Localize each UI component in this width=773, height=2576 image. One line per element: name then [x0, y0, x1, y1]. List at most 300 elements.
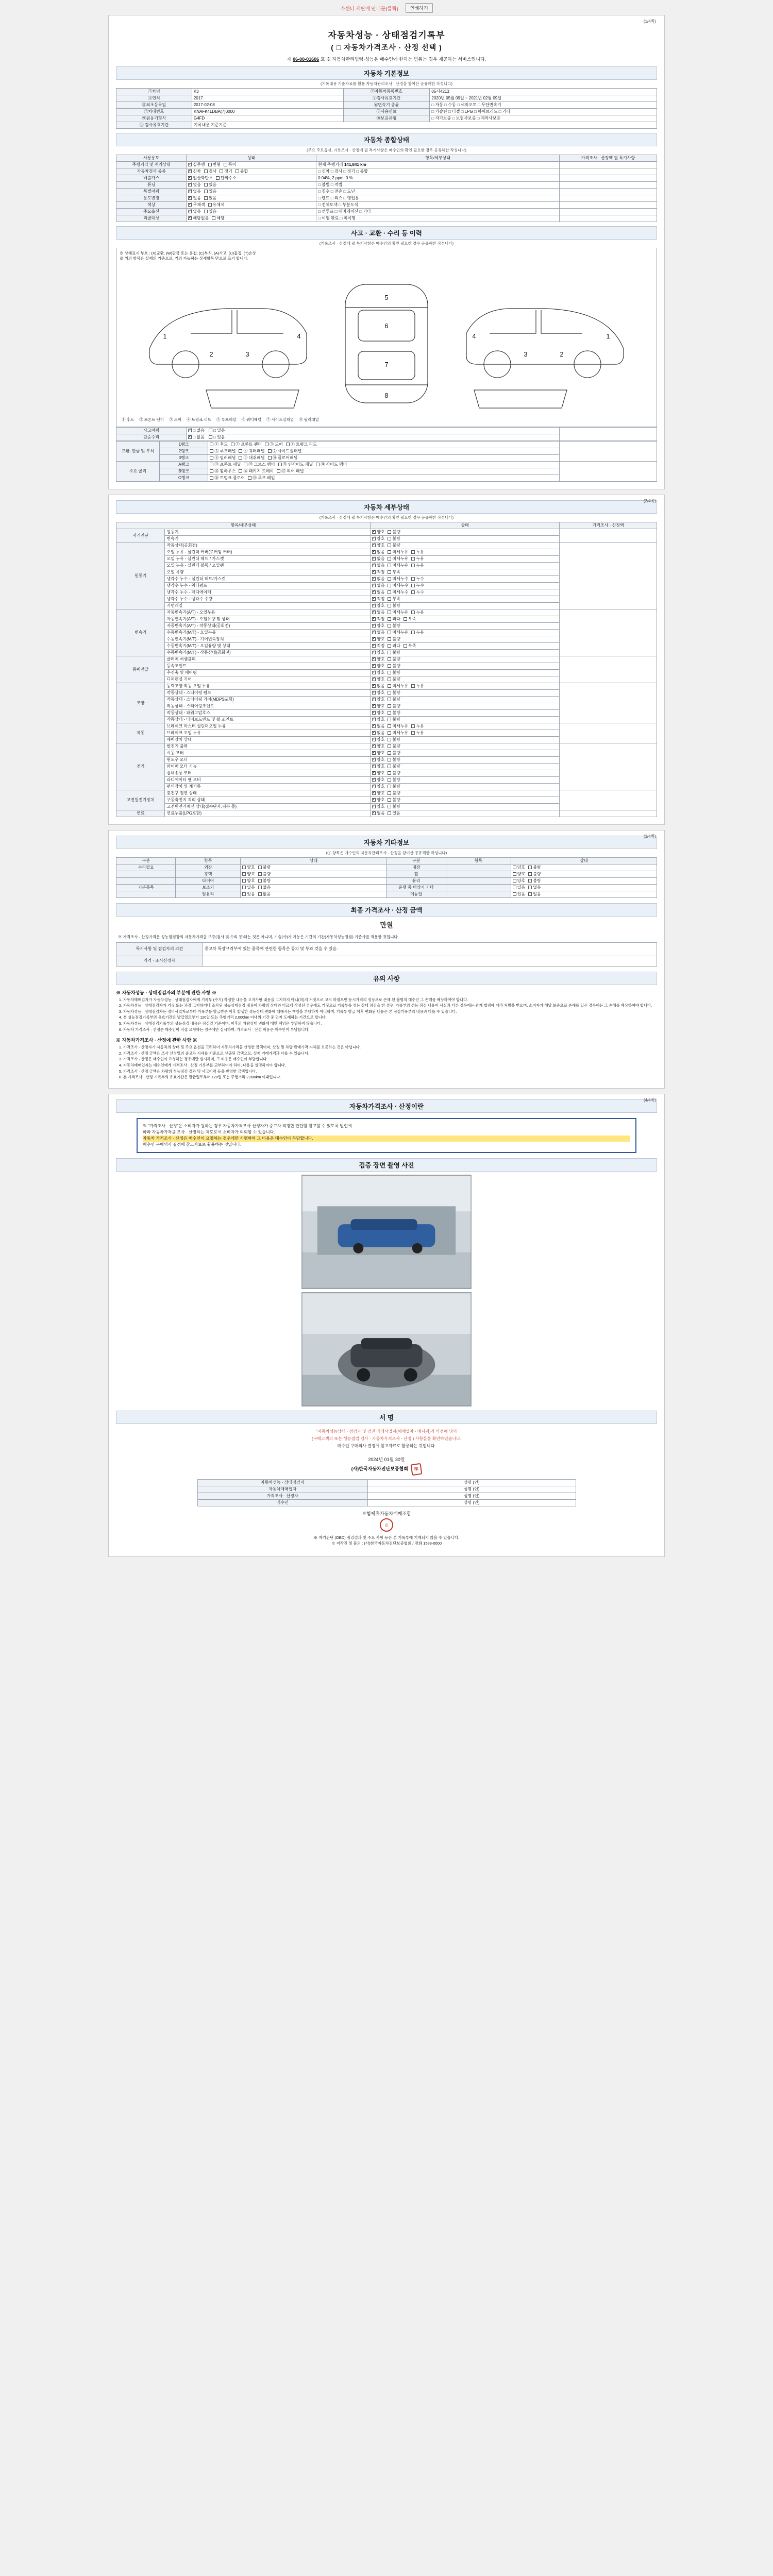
table-row	[116, 95, 657, 102]
detail-opts-1-1[interactable]	[371, 549, 560, 556]
row-3-val1: KNAFK4LDBA(7)0000	[192, 109, 343, 115]
detail-opts-3-3[interactable]	[371, 676, 560, 683]
frame-1-opt-0[interactable]	[210, 449, 236, 454]
detail-opts-8-0[interactable]	[371, 810, 560, 817]
row-0-val1: K3	[192, 89, 343, 95]
detail-5-1-opt-1[interactable]	[388, 731, 408, 736]
detail-1-8-opt-0[interactable]	[372, 597, 384, 602]
detail-3-0-opt-1[interactable]	[388, 657, 400, 662]
detail-4-0-opt-0[interactable]	[372, 684, 384, 689]
other-b-0-opt-0[interactable]	[513, 865, 525, 870]
detail-2-1-opt-1[interactable]	[388, 617, 400, 622]
frame-1-opt-2[interactable]	[268, 449, 302, 454]
footer-note-2: ※ 저작권 및 문의 : (사)한국자동차진단보증협회 / 전화 1588-0000	[331, 1540, 442, 1546]
detail-opts-4-5[interactable]	[371, 717, 560, 723]
frame-0-opt-1[interactable]	[231, 442, 262, 447]
page-4	[108, 1094, 665, 1557]
detail-1-3-opt-0[interactable]	[372, 563, 384, 568]
detail-1-8-opt-1[interactable]	[388, 597, 400, 602]
main-2-opt-0[interactable]	[210, 476, 245, 481]
detail-1-5-opt-0[interactable]	[372, 577, 384, 582]
detail-opts-0-1[interactable]	[371, 536, 560, 543]
overall-1-opt-2[interactable]	[220, 169, 232, 174]
detail-5-2-opt-0[interactable]	[372, 737, 384, 742]
detail-6-0-opt-0[interactable]	[372, 744, 384, 749]
basic-info-body	[116, 89, 657, 129]
notice-item-1-0: 1. 가격조사 · 산정자가 자동차의 상태 및 주요 옵션을 고려하여 자동차가격을 산정한 금액이며, 산정 및 차량 판매가격 자체를 보증하는 것은 아닙니다.	[123, 1045, 657, 1050]
detail-4-0-opt-1[interactable]	[388, 684, 408, 689]
detail-opts-7-2[interactable]	[371, 804, 560, 810]
detail-4-4-opt-1[interactable]	[388, 710, 400, 716]
overall-1-opt-0[interactable]	[188, 169, 200, 174]
other-a-1-opt-0[interactable]	[242, 872, 255, 877]
svg-text:4: 4	[472, 332, 476, 341]
detail-6-1-opt-1[interactable]	[388, 751, 400, 756]
detail-1-4-opt-1[interactable]	[388, 570, 400, 575]
sign-row-1-value[interactable]: 성명 (인)	[367, 1486, 576, 1493]
other-b-0-opt-1[interactable]	[528, 865, 541, 870]
other-opts1-3[interactable]	[241, 885, 386, 891]
checkbox-accident-yes[interactable]: □ 있음	[209, 428, 225, 433]
overall-3-opt-0[interactable]	[188, 182, 200, 188]
detail-8-0-opt-1[interactable]	[388, 811, 400, 816]
detail-memo-3	[560, 656, 657, 683]
detail-3-0-opt-0[interactable]	[372, 657, 384, 662]
detail-1-0-opt-1[interactable]	[388, 543, 400, 548]
detail-item-4-5: 작동상태 - 타이로드엔드 및 볼 조인트	[165, 717, 371, 723]
detail-1-3-opt-2[interactable]	[411, 563, 424, 568]
other-a-3-opt-1[interactable]	[258, 885, 271, 890]
detail-6-0-opt-1[interactable]	[388, 744, 400, 749]
other-key1-0: 외장	[176, 865, 241, 871]
frame-rank-2: 3랭크	[159, 455, 208, 462]
detail-6-4-opt-1[interactable]	[388, 771, 400, 776]
detail-4-2-opt-1[interactable]	[388, 697, 400, 702]
detail-4-1-opt-1[interactable]	[388, 690, 400, 696]
detail-opts-6-2[interactable]	[371, 757, 560, 764]
other-opts2-4[interactable]	[511, 891, 657, 898]
detail-0-0-opt-1[interactable]	[388, 530, 400, 535]
frame-2-opt-0[interactable]	[210, 455, 236, 461]
notice-link[interactable]: 카센터.재판매 안내문(클릭)	[340, 6, 398, 12]
notice-list-1	[123, 1045, 657, 1080]
overall-2-opt-1[interactable]	[216, 176, 237, 181]
overall-row-6-opts[interactable]	[187, 202, 316, 209]
overall-row-8-opts[interactable]	[187, 215, 316, 222]
detail-opts-2-4[interactable]	[371, 636, 560, 643]
detail-1-7-opt-1-label: 미세누수	[392, 590, 409, 595]
detail-opts-0-0[interactable]	[371, 529, 560, 536]
detail-opts-6-6[interactable]	[371, 784, 560, 790]
detail-3-2-opt-0[interactable]	[372, 670, 384, 675]
detail-2-0-opt-2[interactable]	[411, 610, 424, 615]
frame-0-opt-0[interactable]	[210, 442, 228, 447]
other-opts1-2[interactable]	[241, 878, 386, 885]
main-0-opt-1[interactable]	[244, 462, 275, 467]
detail-opts-2-3[interactable]	[371, 630, 560, 636]
detail-6-0-opt-1-label: 불량	[392, 744, 400, 749]
detail-opts-4-4[interactable]	[371, 710, 560, 717]
detail-7-1-opt-1[interactable]	[388, 798, 400, 803]
accident-memo	[560, 428, 657, 441]
detail-2-3-opt-0[interactable]	[372, 630, 384, 635]
detail-1-5-opt-1[interactable]	[388, 577, 408, 582]
detail-2-2-opt-0[interactable]	[372, 623, 384, 629]
overall-5-opt-0[interactable]	[188, 196, 200, 201]
overall-2-opt-0[interactable]	[188, 176, 213, 181]
other-a-0-opt-1[interactable]	[258, 865, 271, 870]
detail-1-7-opt-0[interactable]	[372, 590, 384, 595]
detail-1-7-opt-2[interactable]	[411, 590, 424, 595]
detail-item-2-0: 자동변속기(A/T) - 오일누유	[165, 609, 371, 616]
detail-2-6-opt-1[interactable]	[388, 650, 400, 655]
overall-row-5-memo	[560, 195, 657, 202]
main-items-2[interactable]	[208, 475, 560, 482]
overall-6-opt-1[interactable]	[208, 202, 225, 208]
detail-2-0-opt-1[interactable]	[388, 610, 408, 615]
detail-6-1-opt-0[interactable]	[372, 751, 384, 756]
overall-row-0-label: 주행거리 및 계기상태	[116, 162, 187, 168]
sign-row-2-value[interactable]: 성명 (인)	[367, 1493, 576, 1500]
main-0-opt-2[interactable]	[278, 462, 313, 467]
main-items-1[interactable]	[208, 468, 560, 475]
detail-1-5-opt-2[interactable]	[411, 577, 424, 582]
other-a-2-opt-1-label: 불량	[262, 878, 271, 884]
overall-row-4-opts[interactable]	[187, 189, 316, 195]
detail-opts-4-1[interactable]	[371, 690, 560, 697]
detail-4-3-opt-1[interactable]	[388, 704, 400, 709]
detail-1-1-opt-2[interactable]	[411, 550, 424, 555]
other-opts1-0[interactable]	[241, 865, 386, 871]
detail-0-0-opt-0[interactable]	[372, 530, 384, 535]
detail-1-2-opt-1[interactable]	[388, 556, 408, 562]
detail-5-2-opt-1[interactable]	[388, 737, 400, 742]
detail-7-0-opt-1[interactable]	[388, 791, 400, 796]
detail-5-0-opt-2[interactable]	[411, 724, 424, 729]
detail-2-2-opt-1[interactable]	[388, 623, 400, 629]
detail-4-0-opt-2[interactable]	[411, 684, 424, 689]
table-row	[116, 162, 657, 168]
main-1-opt-1[interactable]	[239, 469, 274, 474]
detail-6-5-opt-1[interactable]	[388, 777, 400, 783]
detail-opts-1-8[interactable]	[371, 596, 560, 603]
detail-5-1-opt-2[interactable]	[411, 731, 424, 736]
detail-2-6-opt-0[interactable]	[372, 650, 384, 655]
detail-6-5-opt-0[interactable]	[372, 777, 384, 783]
detail-item-3-1: 등속조인트	[165, 663, 371, 670]
detail-2-4-opt-0[interactable]	[372, 637, 384, 642]
detail-6-4-opt-0[interactable]	[372, 771, 384, 776]
detail-opts-2-1[interactable]	[371, 616, 560, 623]
detail-2-1-opt-2[interactable]	[404, 617, 416, 622]
detail-1-6-opt-0[interactable]	[372, 583, 384, 588]
detail-opts-2-6[interactable]	[371, 650, 560, 656]
detail-opts-3-1[interactable]	[371, 663, 560, 670]
detail-opts-1-0[interactable]	[371, 543, 560, 549]
overall-5-opt-0-label: 없음	[193, 196, 201, 200]
detail-opts-7-0[interactable]	[371, 790, 560, 797]
frame-0-opt-2[interactable]	[265, 442, 283, 447]
other-a-3-opt-0[interactable]	[242, 885, 255, 890]
detail-2-5-opt-1-label: 과다	[392, 643, 400, 649]
other-a-4-opt-0[interactable]	[242, 892, 255, 897]
detail-opts-1-5[interactable]	[371, 576, 560, 583]
other-b-3-opt-0[interactable]	[513, 885, 525, 890]
detail-4-5-opt-0[interactable]	[372, 717, 384, 722]
frame-2-opt-1[interactable]	[239, 455, 264, 461]
other-opts2-0[interactable]	[511, 865, 657, 871]
main-2-opt-1[interactable]	[248, 476, 275, 481]
detail-3-1-opt-0[interactable]	[372, 664, 384, 669]
detail-2-1-opt-2-label: 부족	[408, 617, 416, 622]
overall-1-opt-3[interactable]	[236, 169, 248, 174]
other-a-1-opt-1-label: 불량	[262, 872, 271, 877]
other-b-4-opt-1[interactable]	[528, 892, 541, 897]
detail-8-0-opt-0-label: 없음	[377, 811, 385, 816]
detail-5-0-opt-0[interactable]	[372, 724, 384, 729]
detail-6-5-opt-1-label: 불량	[392, 777, 400, 783]
other-col-0: 구분	[116, 858, 176, 865]
overall-4-opt-0[interactable]	[188, 189, 200, 194]
overall-8-opt-1[interactable]	[212, 216, 224, 221]
detail-3-0-opt-0-label: 양호	[377, 657, 385, 662]
detail-1-4-opt-0-label: 적정	[377, 570, 385, 575]
overall-8-opt-0[interactable]	[188, 216, 209, 221]
detail-6-3-opt-1-label: 불량	[392, 764, 400, 769]
frame-items-1[interactable]	[208, 448, 560, 455]
detail-opts-1-9[interactable]	[371, 603, 560, 609]
detail-1-2-opt-0[interactable]	[372, 556, 384, 562]
overall-2-opt-0-label: 일산화탄소	[193, 176, 213, 180]
detail-5-2-opt-0-label: 양호	[377, 737, 385, 742]
detail-1-3-opt-1[interactable]	[388, 563, 408, 568]
detail-opts-6-5[interactable]	[371, 777, 560, 784]
overall-row-8-label: 리콜대상	[116, 215, 187, 222]
detail-opts-1-3[interactable]	[371, 563, 560, 569]
overall-row-2-opts[interactable]	[187, 175, 316, 182]
overall-row-1-opts[interactable]	[187, 168, 316, 175]
detail-1-9-opt-0[interactable]	[372, 603, 384, 608]
other-opts2-2[interactable]	[511, 878, 657, 885]
row-2-key1: ⑤최초등록일	[116, 102, 192, 109]
detail-item-1-7: 냉각수 누수 - 라디에이터	[165, 589, 371, 596]
table-row	[197, 1493, 576, 1500]
other-b-1-opt-1-label: 불량	[533, 872, 541, 877]
detail-1-6-opt-1[interactable]	[388, 583, 408, 588]
detail-2-4-opt-1[interactable]	[388, 637, 400, 642]
overall-row-5-opts[interactable]	[187, 195, 316, 202]
overall-1-opt-1-label: 검사	[208, 169, 217, 174]
detail-opts-2-5[interactable]	[371, 643, 560, 650]
detail-0-1-opt-0[interactable]	[372, 536, 384, 541]
detail-opts-1-6[interactable]	[371, 583, 560, 589]
main-0-opt-3[interactable]	[316, 462, 347, 467]
main-1-opt-0[interactable]	[210, 469, 236, 474]
detail-1-0-opt-0[interactable]	[372, 543, 384, 548]
detail-1-4-opt-0[interactable]	[372, 570, 384, 575]
detail-1-7-opt-1[interactable]	[388, 590, 408, 595]
main-0-opt-0[interactable]	[210, 462, 241, 467]
detail-5-0-opt-1[interactable]	[388, 724, 408, 729]
frame-0-opt-3[interactable]	[286, 442, 317, 447]
main-items-0[interactable]	[208, 462, 560, 468]
detail-5-1-opt-0-label: 없음	[377, 731, 385, 736]
detail-opts-6-4[interactable]	[371, 770, 560, 777]
detail-1-2-opt-2[interactable]	[411, 556, 424, 562]
detail-6-6-opt-0[interactable]	[372, 784, 384, 789]
other-key2b-0	[446, 865, 511, 871]
overall-7-opt-1[interactable]	[204, 209, 216, 214]
photo-2-graphic	[302, 1293, 471, 1406]
detail-6-3-opt-0[interactable]	[372, 764, 384, 769]
detail-group-4-label: 조향	[116, 683, 165, 723]
detail-6-3-opt-1[interactable]	[388, 764, 400, 769]
overall-row-0-opts[interactable]	[187, 162, 316, 168]
detail-opts-3-0[interactable]	[371, 656, 560, 663]
detail-1-1-opt-1[interactable]	[388, 550, 408, 555]
table-row	[116, 885, 657, 891]
detail-opts-6-0[interactable]	[371, 743, 560, 750]
price-section-title: 최종 가격조사 · 산정 금액	[116, 903, 657, 917]
detail-7-1-opt-0[interactable]	[372, 798, 384, 803]
detail-0-1-opt-1[interactable]	[388, 536, 400, 541]
overall-5-opt-1[interactable]	[204, 196, 216, 201]
detail-3-1-opt-1[interactable]	[388, 664, 400, 669]
other-a-1-opt-1[interactable]	[258, 872, 271, 877]
other-opts1-4[interactable]	[241, 891, 386, 898]
other-b-3-opt-1-label: 없음	[533, 885, 541, 890]
other-b-2-opt-1[interactable]	[528, 878, 541, 884]
detail-2-3-opt-2[interactable]	[411, 630, 424, 635]
detail-5-0-opt-0-label: 없음	[377, 724, 385, 729]
detail-3-3-opt-1[interactable]	[388, 677, 400, 682]
detail-3-2-opt-1[interactable]	[388, 670, 400, 675]
overall-0-opt-1[interactable]	[208, 162, 221, 167]
detail-item-2-2: 자동변속기(A/T) - 작동상태(공회전)	[165, 623, 371, 630]
other-col-3: 구분	[386, 858, 446, 865]
other-b-4-opt-0[interactable]	[513, 892, 525, 897]
overall-8-opt-1-label: 해당	[216, 216, 225, 221]
frame-2-opt-2[interactable]	[268, 455, 298, 461]
detail-1-1-opt-0[interactable]	[372, 550, 384, 555]
detail-2-1-opt-0[interactable]	[372, 617, 384, 622]
sign-row-3-value[interactable]: 성명 (인)	[367, 1500, 576, 1506]
overall-row-4-detail: □ 침수 □ 전손 □ 도난	[316, 189, 560, 195]
detail-5-2-opt-1-label: 불량	[392, 737, 400, 742]
detail-2-5-opt-0[interactable]	[372, 643, 384, 649]
other-b-1-opt-0[interactable]	[513, 872, 525, 877]
detail-4-2-opt-0[interactable]	[372, 697, 384, 702]
detail-opts-7-1[interactable]	[371, 797, 560, 804]
detail-4-3-opt-0[interactable]	[372, 704, 384, 709]
frame-items-0[interactable]	[208, 442, 560, 448]
overall-0-opt-2[interactable]	[224, 162, 236, 167]
other-b-1-opt-1[interactable]	[528, 872, 541, 877]
detail-opts-1-7[interactable]	[371, 589, 560, 596]
sign-row-0-value[interactable]: 성명 (인)	[367, 1480, 576, 1486]
accident-row-0-opts[interactable]	[187, 428, 560, 434]
frame-1-opt-1[interactable]	[239, 449, 264, 454]
detail-7-2-opt-1[interactable]	[388, 804, 400, 809]
page-2	[108, 495, 665, 825]
detail-3-3-opt-0[interactable]	[372, 677, 384, 682]
detail-2-5-opt-1[interactable]	[388, 643, 400, 649]
detail-opts-6-3[interactable]	[371, 764, 560, 770]
checkbox-repair-yes[interactable]: □ 있음	[209, 435, 225, 440]
frame-items-2[interactable]	[208, 455, 560, 462]
other-a-4-opt-1[interactable]	[258, 892, 271, 897]
detail-2-3-opt-1[interactable]	[388, 630, 408, 635]
detail-item-5-1: 브레이크 오일 누유	[165, 730, 371, 737]
detail-1-9-opt-1[interactable]	[388, 603, 400, 608]
detail-opts-5-2[interactable]	[371, 737, 560, 743]
accident-row-1-opts[interactable]	[187, 434, 560, 441]
print-button[interactable]: 인쇄하기	[406, 3, 433, 13]
detail-5-1-opt-0[interactable]	[372, 731, 384, 736]
detail-opts-4-2[interactable]	[371, 697, 560, 703]
other-body	[116, 865, 657, 898]
detail-opts-5-0[interactable]	[371, 723, 560, 730]
overall-row-3-opts[interactable]	[187, 182, 316, 189]
checkbox-accident-none[interactable]: ✓ □ 없음	[188, 428, 205, 433]
detail-4-5-opt-1[interactable]	[388, 717, 400, 722]
overall-7-opt-0[interactable]	[188, 209, 200, 214]
detail-4-1-opt-0[interactable]	[372, 690, 384, 696]
overall-3-opt-1[interactable]	[204, 182, 216, 188]
overall-6-opt-0[interactable]	[188, 202, 205, 208]
detail-6-6-opt-1[interactable]	[388, 784, 400, 789]
overall-row-5-detail: □ 렌트 □ 리스 □ 영업용	[316, 195, 560, 202]
other-b-3-opt-1[interactable]	[528, 885, 541, 890]
detail-7-2-opt-0[interactable]	[372, 804, 384, 809]
other-opts1-1[interactable]	[241, 871, 386, 878]
overall-0-opt-0[interactable]	[188, 162, 205, 167]
checkbox-repair-none[interactable]: ✓ □ 없음	[188, 435, 205, 440]
detail-2-0-opt-0[interactable]	[372, 610, 384, 615]
other-a-2-opt-0[interactable]	[242, 878, 255, 884]
detail-opts-1-2[interactable]	[371, 556, 560, 563]
detail-8-0-opt-0[interactable]	[372, 811, 384, 816]
other-opts2-3[interactable]	[511, 885, 657, 891]
detail-opts-5-1[interactable]	[371, 730, 560, 737]
detail-1-6-opt-2[interactable]	[411, 583, 424, 588]
detail-6-2-opt-1[interactable]	[388, 757, 400, 762]
detail-opts-6-1[interactable]	[371, 750, 560, 757]
detail-4-4-opt-0[interactable]	[372, 710, 384, 716]
detail-opts-1-4[interactable]	[371, 569, 560, 576]
overall-4-opt-1[interactable]	[204, 189, 216, 194]
other-a-2-opt-1[interactable]	[258, 878, 271, 884]
main-1-opt-2[interactable]	[277, 469, 304, 474]
detail-opts-4-3[interactable]	[371, 703, 560, 710]
detail-1-8-opt-1-label: 부족	[392, 597, 400, 602]
other-b-2-opt-0[interactable]	[513, 878, 525, 884]
detail-opts-3-2[interactable]	[371, 670, 560, 676]
detail-2-5-opt-2[interactable]	[404, 643, 416, 649]
overall-1-opt-1[interactable]	[204, 169, 216, 174]
detail-4-4-opt-0-label: 양호	[377, 710, 385, 716]
other-a-0-opt-0[interactable]	[242, 865, 255, 870]
detail-opts-2-0[interactable]	[371, 609, 560, 616]
detail-opts-2-2[interactable]	[371, 623, 560, 630]
detail-2-4-opt-1-label: 불량	[392, 637, 400, 642]
overall-row-7-opts[interactable]	[187, 209, 316, 215]
other-opts2-1[interactable]	[511, 871, 657, 878]
detail-opts-4-0[interactable]	[371, 683, 560, 690]
detail-7-0-opt-0[interactable]	[372, 791, 384, 796]
detail-6-2-opt-0[interactable]	[372, 757, 384, 762]
svg-text:2: 2	[209, 350, 213, 359]
